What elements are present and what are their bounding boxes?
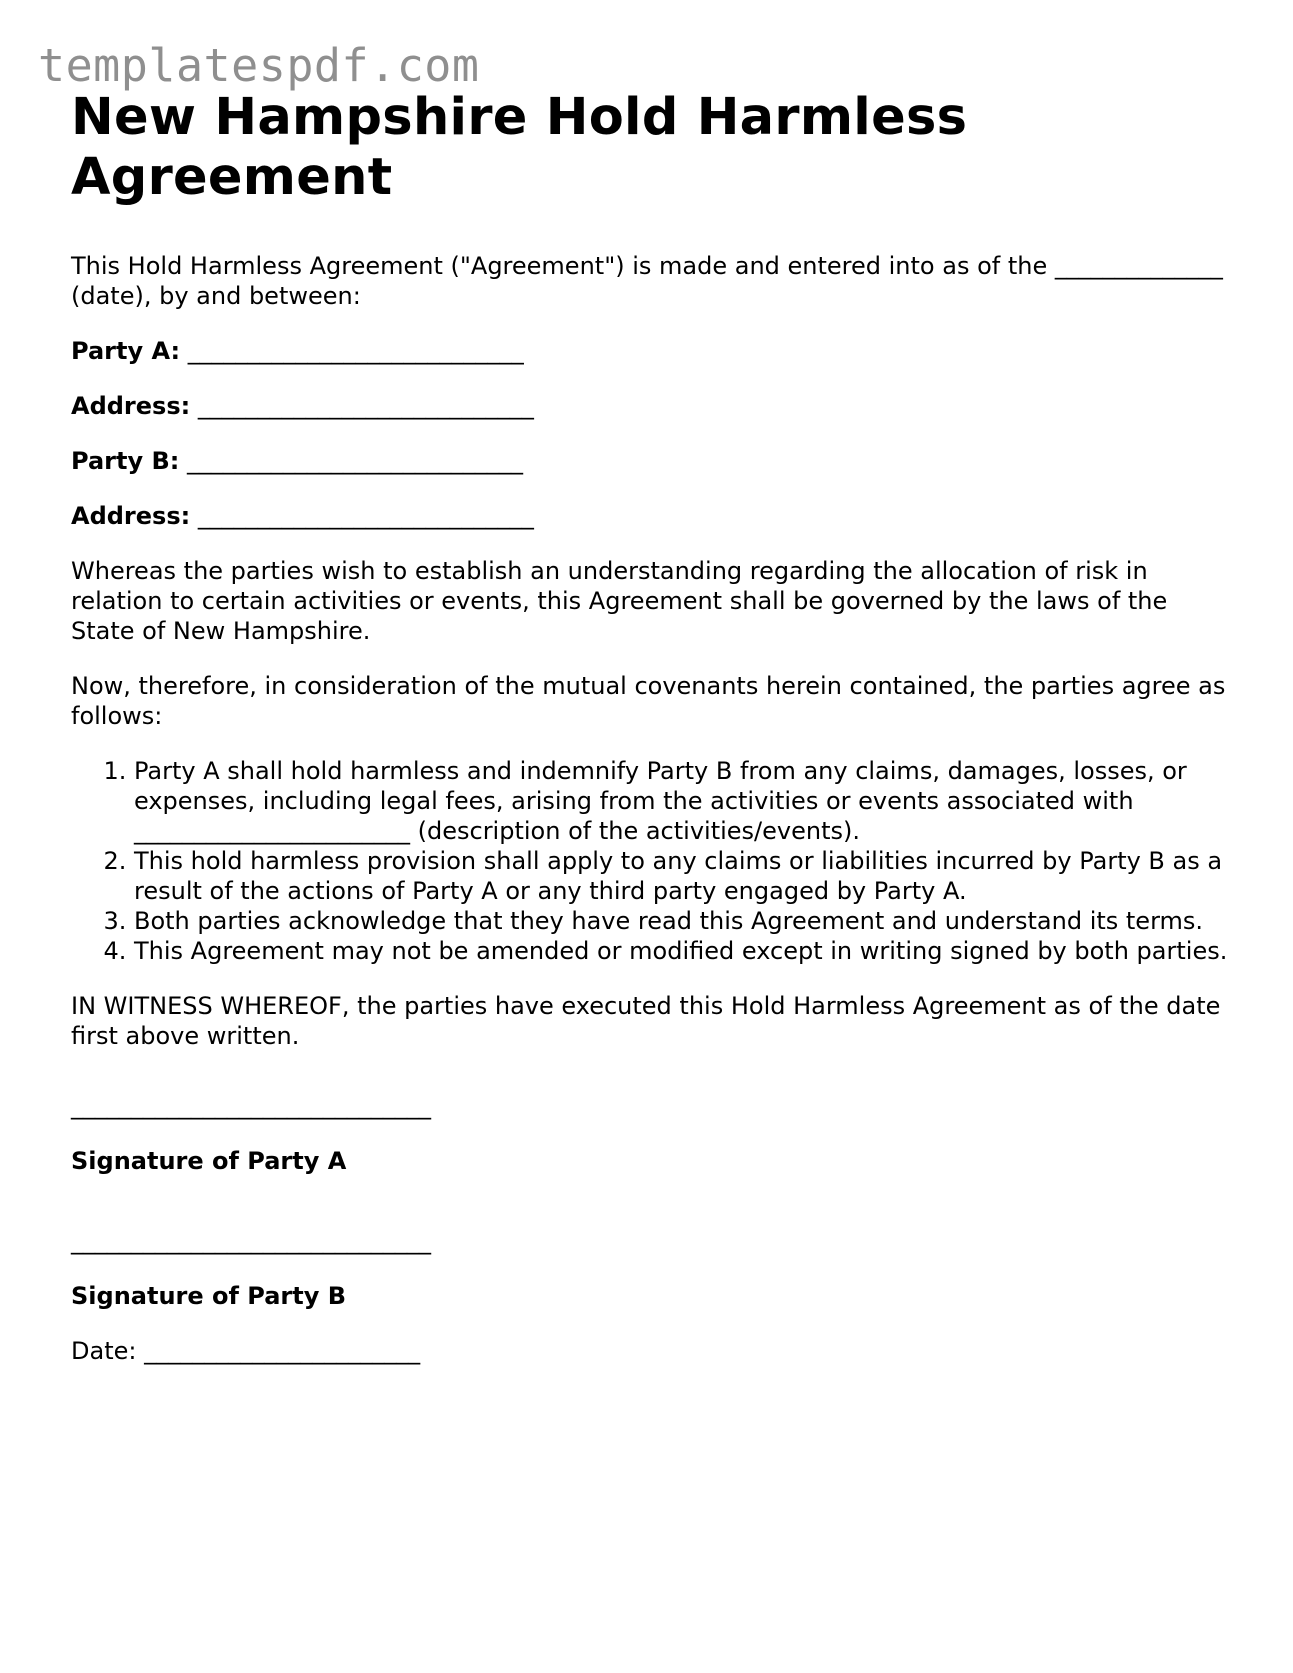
signature-a-line[interactable]: ______________________________ (71, 1092, 431, 1120)
party-a-blank[interactable]: ____________________________ (187, 337, 524, 365)
party-a-field (71, 336, 1231, 366)
intro-paragraph: This Hold Harmless Agreement ("Agreement") is made and entered into as of the ______________ (date), by and between: (71, 252, 1223, 310)
terms-list (71, 756, 1231, 966)
witness-paragraph: IN WITNESS WHEREOF, the parties have executed this Hold Harmless Agreement as of the date first above written. (71, 992, 1221, 1050)
document-title: New Hampshire Hold Harmless Agreement (71, 88, 968, 207)
signature-b-label: Signature of Party B (71, 1282, 347, 1310)
term-item: 3. Both parties acknowledge that they have read this Agreement and understand its terms. (134, 906, 1231, 936)
party-b-address-blank[interactable]: ____________________________ (197, 502, 534, 530)
signature-b-line[interactable]: ______________________________ (71, 1227, 431, 1255)
party-b-address-label: Address: (71, 502, 191, 530)
watermark: templatespdf.com (38, 39, 480, 92)
therefore-paragraph: Now, therefore, in consideration of the mutual covenants herein contained, the parties agree as follows: (71, 672, 1226, 730)
party-a-address-label: Address: (71, 392, 191, 420)
party-a-address-blank[interactable]: ____________________________ (197, 392, 534, 420)
date-blank[interactable]: _______________________ (144, 1337, 421, 1365)
signature-a-label: Signature of Party A (71, 1147, 347, 1175)
document-page (71, 88, 1231, 1366)
whereas-paragraph: Whereas the parties wish to establish an understanding regarding the allocation of risk in relation to certain activities or events, this Agreement shall be governed by the laws of the State of New Hampshire. (71, 557, 1168, 645)
date-field (71, 1336, 1231, 1366)
term-item: 2. This hold harmless provision shall apply to any claims or liabilities incurred by Party B as a result of the actions of Party A or any third party engaged by Party A. (134, 846, 1231, 906)
term-item: 4. This Agreement may not be amended or modified except in writing signed by both parties. (134, 936, 1231, 966)
party-b-blank[interactable]: ____________________________ (186, 447, 523, 475)
party-b-field (71, 446, 1231, 476)
party-a-label: Party A: (71, 337, 181, 365)
party-a-address-field (71, 391, 1231, 421)
date-label: Date: (71, 1337, 137, 1365)
term-item: 1. Party A shall hold harmless and indemnify Party B from any claims, damages, losses, or expenses, including legal fees, arising from the activities or events associated with _______________________ (description of the activities/events). (134, 756, 1231, 846)
party-b-label: Party B: (71, 447, 180, 475)
party-b-address-field (71, 501, 1231, 531)
